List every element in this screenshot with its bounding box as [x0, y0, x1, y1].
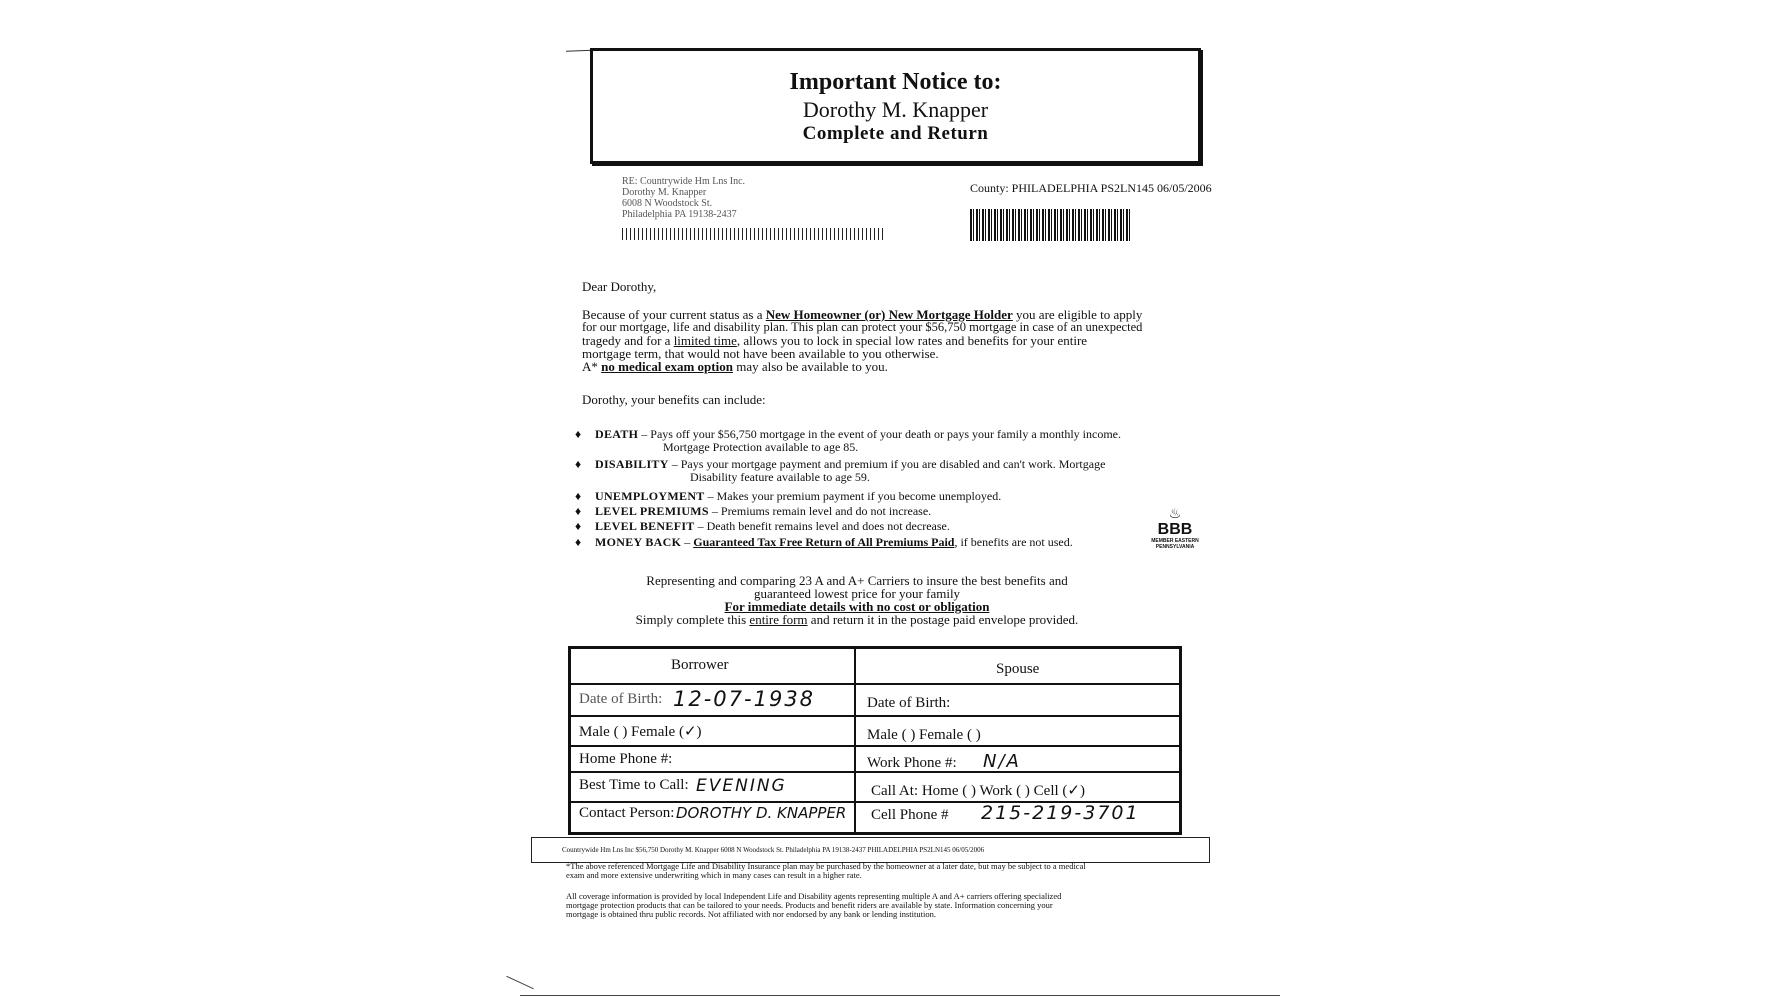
form-divider: [571, 745, 1179, 747]
benefits-intro: Dorothy, your benefits can include:: [582, 392, 766, 407]
paragraph-line: for our mortgage, life and disability plan. This plan can protect your $56,750 mortgage in case of an unexpected: [582, 320, 1143, 334]
benefit-money-back: ♦ MONEY BACK – Guaranteed Tax Free Return of All Premiums Paid, if benefits are not used.: [575, 535, 1073, 549]
diamond-bullet-icon: ♦: [575, 427, 582, 441]
work-phone-label: Work Phone #:: [867, 755, 957, 771]
best-time-value[interactable]: EVENING: [696, 776, 787, 796]
best-time-label: Best Time to Call:: [579, 777, 689, 793]
benefit-unemployment: ♦ UNEMPLOYMENT – Makes your premium payment if you become unemployed.: [575, 489, 1002, 503]
diamond-bullet-icon: ♦: [575, 504, 582, 518]
immediate-details-underline: For immediate details with no cost or obligation: [724, 599, 990, 614]
county-reference: County: PHILADELPHIA PS2LN145 06/05/2006: [970, 181, 1212, 195]
scan-edge-line: [506, 976, 534, 990]
work-phone-value[interactable]: N/A: [983, 751, 1021, 772]
benefit-disability: ♦ DISABILITY – Pays your mortgage payment and premium if you are disabled and can't work. Mortgage Disability feature available to age 59.: [575, 457, 1106, 484]
benefit-death: ♦ DEATH – Pays off your $56,750 mortgage in the event of your death or pays your family a monthly income. Mortgage Protection available to age 85.: [575, 427, 1121, 454]
diamond-bullet-icon: ♦: [575, 489, 582, 503]
reference-line: Countrywide Hm Lns Inc $56,750 Dorothy M. Knapper 6008 N Woodstock St. Philadelphia PA 19138-2437 PHILADELPHIA PS2LN145 06/05/2006: [562, 846, 985, 854]
benefit-level-benefit: ♦ LEVEL BENEFIT – Death benefit remains level and does not decrease.: [575, 519, 950, 533]
spouse-header: Spouse: [996, 661, 1040, 677]
notice-header-box: [590, 48, 1201, 164]
applicant-form: [568, 646, 1182, 835]
address-line-3: 6008 N Woodstock St.: [622, 198, 713, 209]
paragraph-line: Because of your current status as a New Homeowner (or) New Mortgage Holder you are eligible to apply: [582, 307, 1143, 322]
recipient-name: Dorothy M. Knapper: [802, 97, 989, 122]
postal-barcode: [622, 228, 884, 240]
benefits-list: [575, 428, 1195, 552]
no-medical-exam-underline: no medical exam option: [601, 359, 733, 374]
document-barcode: [970, 209, 1130, 241]
address-line-4: Philadelphia PA 19138-2437: [622, 209, 737, 220]
home-phone-label: Home Phone #:: [579, 751, 673, 767]
diamond-bullet-icon: ♦: [575, 457, 582, 471]
call-at-options[interactable]: Call At: Home ( ) Work ( ) Cell (✓): [871, 783, 1085, 799]
new-homeowner-underline: New Homeowner (or) New Mortgage Holder: [765, 307, 1013, 322]
form-divider: [571, 715, 1179, 717]
form-divider: [854, 649, 856, 832]
borrower-dob-value[interactable]: 12-07-1938: [673, 687, 816, 711]
paragraph-line: A* no medical exam option may also be available to you.: [582, 359, 888, 374]
disclaimer-block: *The above referenced Mortgage Life and Disability Insurance plan may be purchased by the homeowner at a later date, but may be subject to a medical exam and more extensive underwriting which in many cases can result in a higher rate. All coverage information is provided by local Independent Life and Disability agents representing multiple A and A+ carriers offering specialized mortgage protection products that can be tailored to your needs. Products and benefit riders are available by state. Information concerning your mortgage is obtained thru public records. Not affiliated with nor endorsed by any bank or lending institution.: [566, 861, 1086, 919]
paragraph-line: mortgage term, that would not have been available to you otherwise.: [582, 346, 939, 361]
diamond-bullet-icon: ♦: [575, 535, 582, 549]
diamond-bullet-icon: ♦: [575, 519, 582, 533]
benefit-level-premiums: ♦ LEVEL PREMIUMS – Premiums remain level and do not increase.: [575, 504, 932, 518]
greeting: Dear Dorothy,: [582, 279, 657, 294]
notice-title: Important Notice to:: [789, 69, 1002, 95]
paragraph-line: tragedy and for a limited time, allows you to lock in special low rates and benefits for your entire: [582, 333, 1088, 348]
contact-person-value[interactable]: DOROTHY D. KNAPPER: [676, 804, 847, 822]
representing-block: Representing and comparing 23 A and A+ Carriers to insure the best benefits and guaranteed lowest price for your family For immediate details with no cost or obligation Simply complete this entire form and return it in the postage paid envelope provided.: [582, 574, 1132, 626]
bbb-member-logo: ♨ BBB MEMBER EASTERN PENNSYLVANIA: [1145, 508, 1205, 550]
borrower-header: Borrower: [671, 657, 729, 673]
contact-person-label: Contact Person:: [579, 805, 675, 821]
cell-phone-label: Cell Phone #: [871, 807, 949, 823]
torch-icon: ♨: [1168, 507, 1182, 522]
form-divider: [571, 683, 1179, 685]
address-line-2: Dorothy M. Knapper: [622, 187, 707, 198]
reference-footer-box: [531, 837, 1210, 863]
borrower-dob-label: Date of Birth:: [579, 691, 663, 707]
borrower-gender[interactable]: Male ( ) Female (✓): [579, 724, 702, 740]
notice-instruction: Complete and Return: [802, 123, 989, 144]
letter-paragraph: [582, 308, 1202, 373]
spouse-gender[interactable]: Male ( ) Female ( ): [867, 727, 981, 743]
address-line-1: RE: Countrywide Hm Lns Inc.: [622, 176, 746, 187]
spouse-dob-label: Date of Birth:: [867, 695, 951, 711]
scan-edge-line: [520, 995, 1280, 996]
limited-time-underline: limited time: [673, 333, 737, 348]
cell-phone-value[interactable]: 215-219-3701: [981, 802, 1140, 824]
mailing-address-block: [622, 176, 802, 220]
